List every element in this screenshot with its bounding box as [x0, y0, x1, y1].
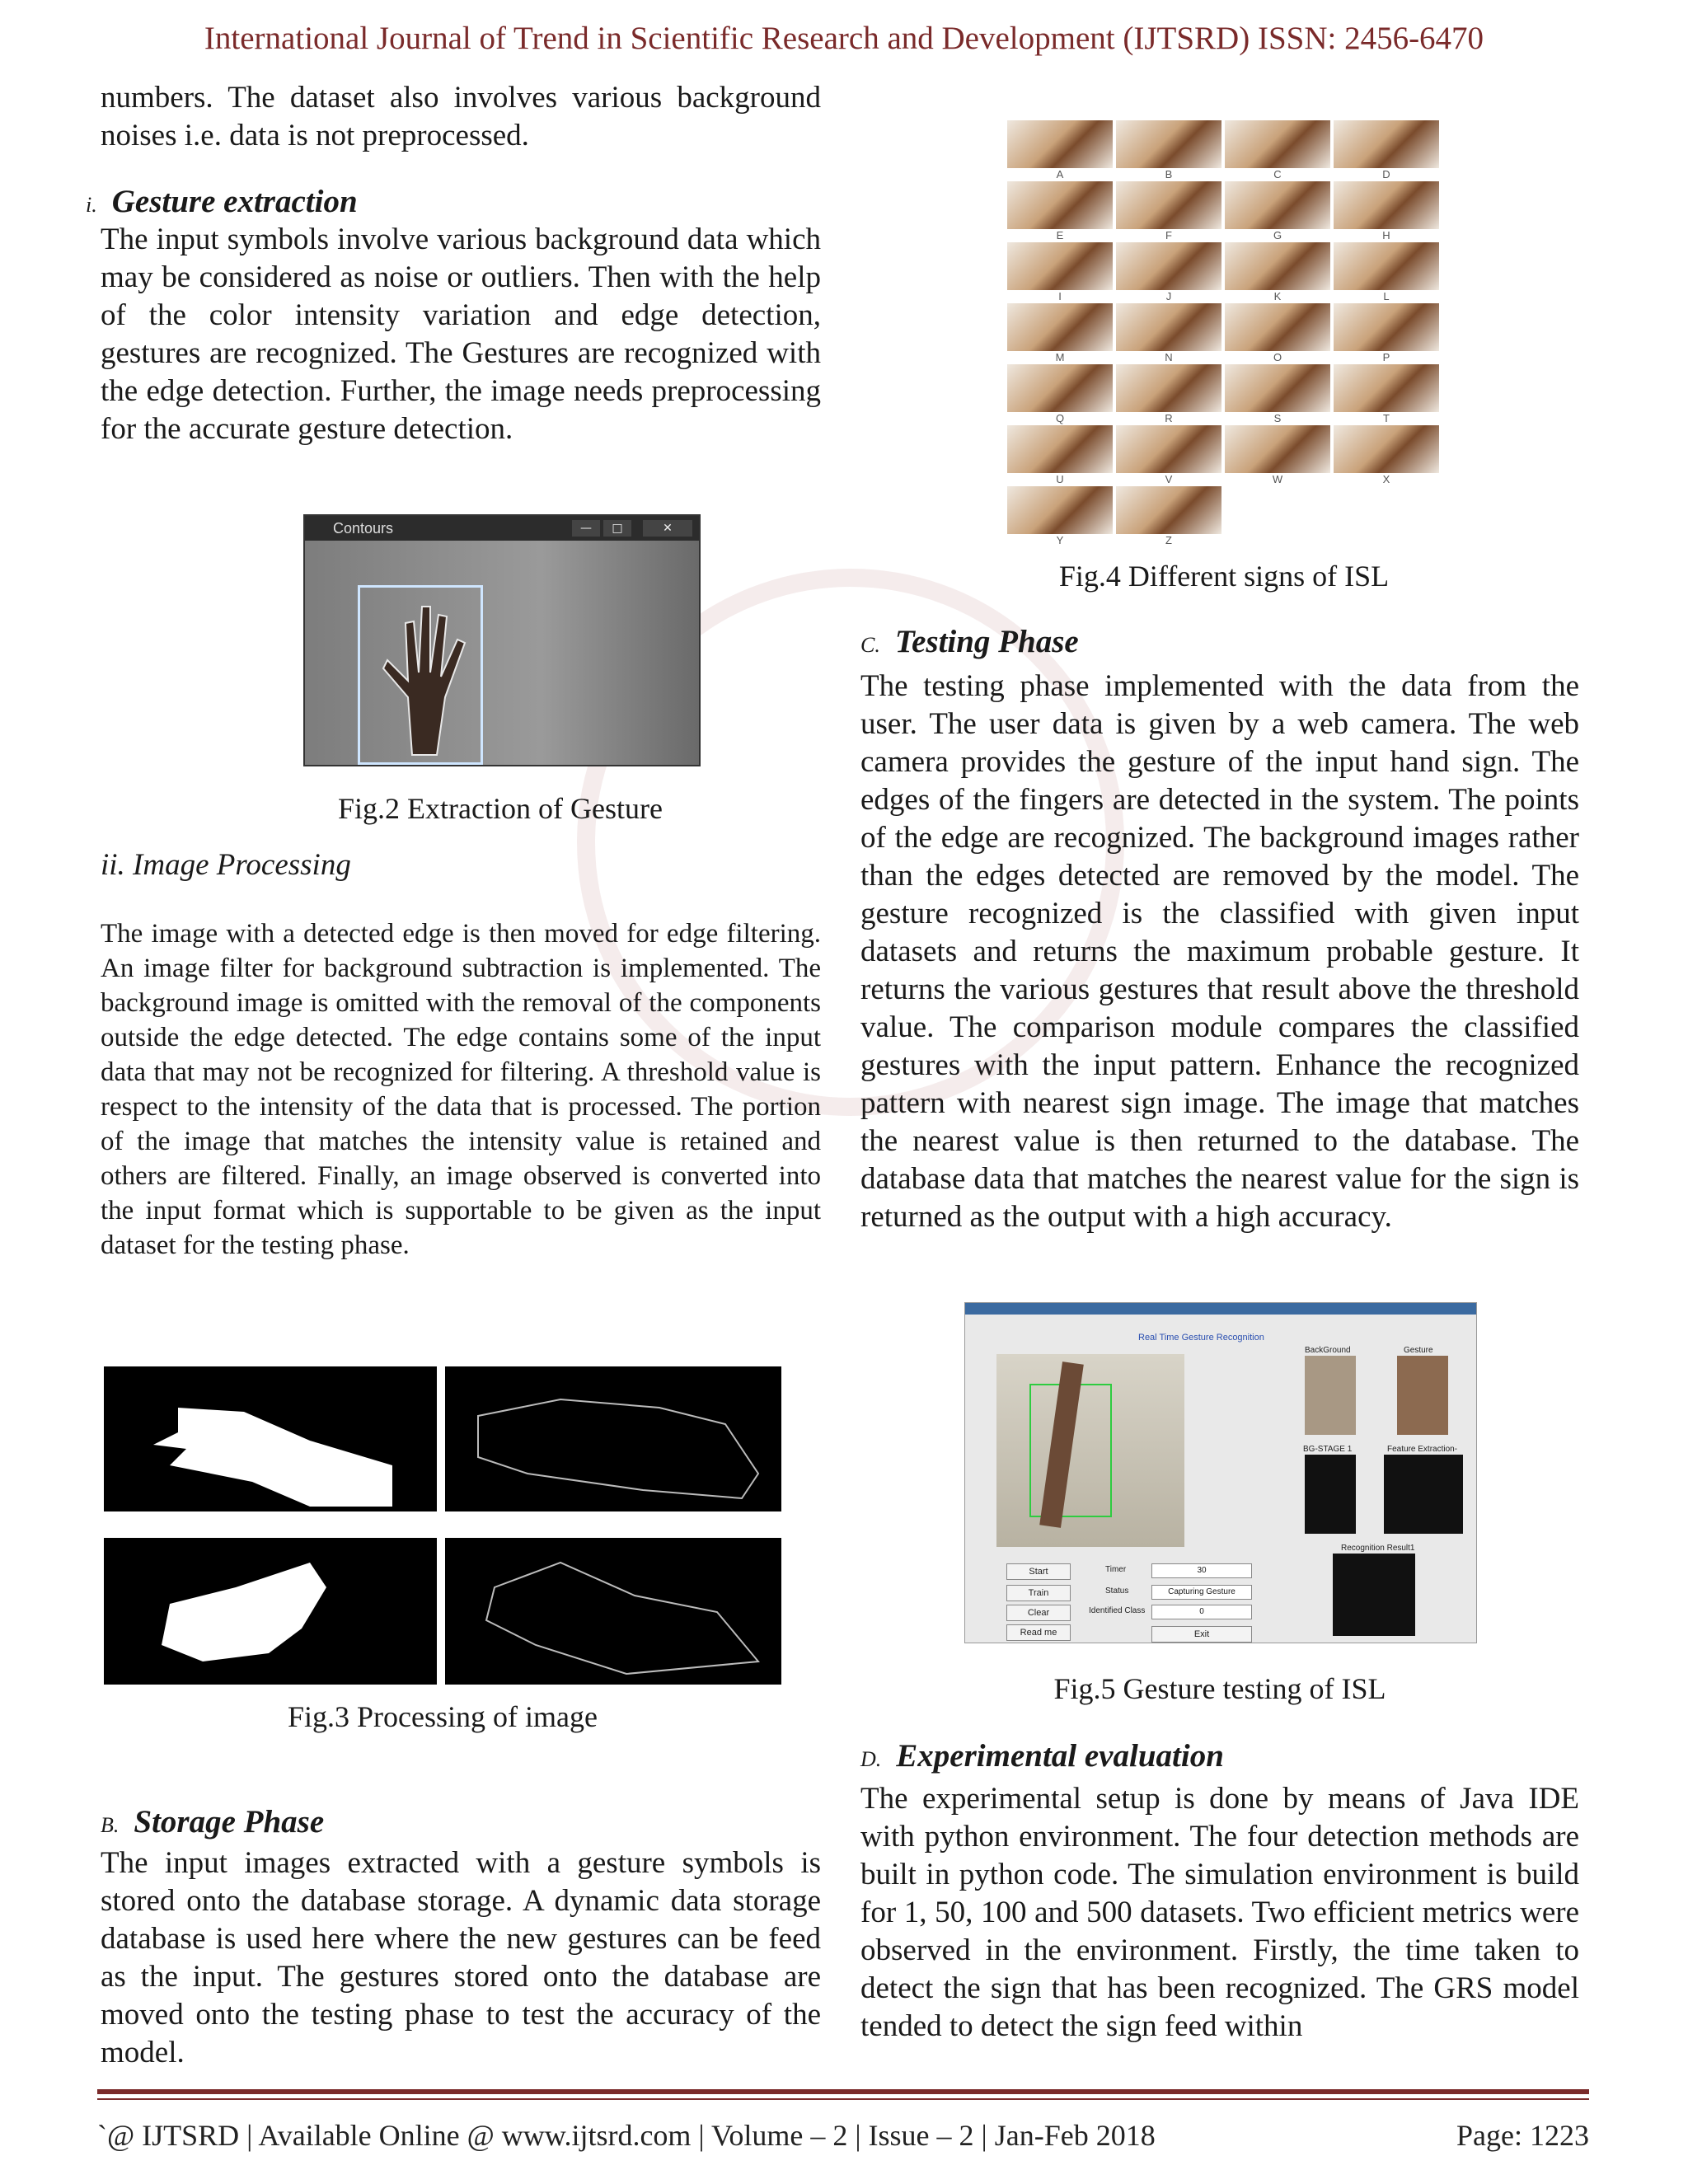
gesture-extraction-body: The input symbols involve various background data which may be considered as noise or outliers. Then with the help of the color intensity variation and edge detection, gestures are recognized. The Gestures are recognized with the edge detection. Further, the image needs preprocessing for the accurate gesture detection. — [101, 223, 821, 446]
isl-sign-label: J — [1165, 290, 1172, 302]
isl-sign-j — [1116, 242, 1221, 290]
isl-sign-label: D — [1382, 168, 1390, 180]
isl-sign-label: W — [1272, 473, 1283, 485]
class-label: Identified Class — [1089, 1606, 1146, 1615]
testing-phase-body: The testing phase implemented with the data from the user. The user data is given by a web camera. The web camera provides the gesture of the input hand sign. The edges of the fingers are detected in the system. The points of the edge are recognized. The background images rather than the edges detected are removed by the model. The gesture recognized is the classified with given input datasets and returns the maximum probable gesture. It returns the various gestures that result above the threshold value. The comparison module compares the classified gestures with the input pattern. Enhance the recognized pattern with nearest sign image. The image that matches the nearest value is then returned to the database. The database data that matches the nearest value for the sign is returned as the output with a high accuracy. — [860, 669, 1579, 1234]
isl-sign-label: S — [1273, 412, 1282, 424]
isl-sign-label: B — [1165, 168, 1173, 180]
panel-label: Feature Extraction- — [1387, 1445, 1458, 1454]
feature-stage2-panel — [1384, 1455, 1463, 1534]
window-titlebar — [305, 516, 699, 541]
intro-paragraph: numbers. The dataset also involves various background noises i.e. data is not preprocessed. — [101, 81, 821, 152]
isl-sign-label: G — [1273, 229, 1282, 241]
isl-sign-label: Y — [1056, 534, 1064, 546]
fig2-caption: Fig.2 Extraction of Gesture — [338, 792, 663, 825]
isl-sign-label: K — [1273, 290, 1282, 302]
fig3-processing-grid — [104, 1366, 781, 1685]
isl-sign-r — [1116, 364, 1221, 412]
section-number: C. — [860, 633, 880, 657]
storage-phase-body: The input images extracted with a gesture symbols is stored onto the database storage. A dynamic data storage database is used here where the new gestures can be feed as the input. The gestures stored onto the database are moved onto the testing phase to test the accuracy of the model. — [101, 1846, 821, 2069]
isl-sign-label: C — [1273, 168, 1282, 180]
timer-label: Timer — [1105, 1565, 1127, 1574]
fig5-caption: Fig.5 Gesture testing of ISL — [1053, 1672, 1386, 1705]
isl-sign-label: I — [1058, 290, 1062, 302]
isl-sign-s — [1225, 364, 1330, 412]
panel-label: Gesture — [1404, 1346, 1433, 1355]
section-title: Storage Phase — [134, 1804, 325, 1840]
camera-preview — [996, 1354, 1184, 1547]
binary-hand-1 — [104, 1366, 437, 1511]
isl-sign-g — [1225, 181, 1330, 229]
isl-sign-label: P — [1382, 351, 1390, 363]
isl-sign-y — [1007, 486, 1113, 534]
section-i-heading — [86, 183, 358, 220]
isl-sign-v — [1116, 425, 1221, 473]
journal-header: International Journal of Trend in Scientific Research and Development (IJTSRD) ISSN: 2456-6470 — [204, 21, 1484, 56]
panel-label: BackGround — [1305, 1346, 1351, 1355]
experimental-evaluation-body: The experimental setup is done by means of Java IDE with python environment. The four detection methods are built in python code. The simulation environment is build for 1, 50, 100 and 500 datasets. Two efficient metrics were observed in the environment. Firstly, the time taken to detect the sign that has been recognized. The GRS model tended to detect the sign feed within — [860, 1782, 1579, 2043]
fig5-gesture-gui — [964, 1302, 1477, 1643]
isl-sign-i — [1007, 242, 1113, 290]
section-number: D. — [860, 1747, 882, 1771]
isl-sign-label: U — [1056, 473, 1064, 485]
isl-sign-t — [1334, 364, 1439, 412]
isl-sign-label: A — [1056, 168, 1064, 180]
window-title: Contours — [333, 520, 394, 537]
class-field[interactable]: 0 — [1151, 1605, 1252, 1619]
section-b-heading — [101, 1803, 324, 1840]
hand-contour-icon — [363, 590, 478, 759]
isl-sign-m — [1007, 303, 1113, 351]
clear-button[interactable]: Clear — [1006, 1605, 1071, 1621]
read-me-button[interactable]: Read me — [1006, 1624, 1071, 1641]
background-panel — [1305, 1356, 1356, 1435]
maximize-icon: □ — [603, 520, 631, 537]
isl-sign-label: V — [1165, 473, 1173, 485]
section-number: i. — [86, 193, 97, 217]
fig4-caption: Fig.4 Different signs of ISL — [1058, 560, 1390, 593]
isl-sign-label: R — [1165, 412, 1173, 424]
isl-sign-label: X — [1382, 473, 1390, 485]
isl-sign-z — [1116, 486, 1221, 534]
section-title: Testing Phase — [894, 624, 1079, 659]
fig3-caption: Fig.3 Processing of image — [288, 1700, 598, 1733]
isl-sign-w — [1225, 425, 1330, 473]
timer-field[interactable]: 30 — [1151, 1563, 1252, 1578]
edge-hand-1 — [445, 1366, 781, 1511]
footer-rule-thin — [97, 2098, 1589, 2100]
isl-sign-label: E — [1056, 229, 1064, 241]
isl-sign-label: F — [1165, 229, 1172, 241]
panel-label: BG-STAGE 1 — [1303, 1445, 1353, 1454]
isl-sign-k — [1225, 242, 1330, 290]
isl-sign-e — [1007, 181, 1113, 229]
isl-sign-label: O — [1273, 351, 1282, 363]
isl-sign-a — [1007, 120, 1113, 168]
isl-sign-h — [1334, 181, 1439, 229]
section-d-heading — [860, 1737, 1224, 1774]
isl-sign-label: Z — [1165, 534, 1172, 546]
gesture-panel — [1397, 1356, 1448, 1435]
isl-sign-x — [1334, 425, 1439, 473]
footer-text: `@ IJTSRD | Available Online @ www.ijtsrd.com | Volume – 2 | Issue – 2 | Jan-Feb 2018 — [97, 2119, 1156, 2152]
gui-titlebar — [965, 1303, 1476, 1315]
fig4-isl-signs-grid — [1007, 120, 1441, 546]
isl-sign-label: M — [1055, 351, 1065, 363]
binary-hand-2 — [104, 1538, 437, 1685]
gui-title: Real Time Gesture Recognition — [1138, 1333, 1264, 1343]
isl-sign-b — [1116, 120, 1221, 168]
recognition-result-panel — [1333, 1554, 1415, 1636]
bg-stage1-panel — [1305, 1455, 1356, 1534]
isl-sign-f — [1116, 181, 1221, 229]
train-button[interactable]: Train — [1006, 1585, 1071, 1601]
isl-sign-d — [1334, 120, 1439, 168]
page-number: Page: 1223 — [1456, 2119, 1589, 2152]
isl-sign-label: T — [1383, 412, 1390, 424]
isl-sign-q — [1007, 364, 1113, 412]
section-c-heading — [860, 623, 1079, 660]
status-field[interactable]: Capturing Gesture — [1151, 1585, 1252, 1600]
isl-sign-o — [1225, 303, 1330, 351]
image-processing-body: The image with a detected edge is then moved for edge filtering. An image filter for background subtraction is implemented. The background image is omitted with the removal of the components outside the edge detected. The edge contains some of the input data that may not be recognized for filtering. A threshold value is respect to the intensity of the data that is processed. The portion of the image that matches the intensity value is retained and others are filtered. Finally, an image observed is converted into the input format which is supportable to be given as the input dataset for the testing phase. — [101, 919, 821, 1260]
panel-label: Recognition Result1 — [1341, 1544, 1415, 1553]
image-processing-heading: ii. Image Processing — [101, 848, 351, 882]
isl-sign-p — [1334, 303, 1439, 351]
fig2-contours-window — [303, 514, 701, 766]
isl-sign-c — [1225, 120, 1330, 168]
isl-sign-label: Q — [1055, 412, 1065, 424]
minimize-icon: — — [572, 520, 600, 537]
status-label: Status — [1105, 1586, 1129, 1596]
section-title: Gesture extraction — [111, 184, 358, 219]
start-button[interactable]: Start — [1006, 1563, 1071, 1580]
isl-sign-n — [1116, 303, 1221, 351]
isl-sign-label: N — [1165, 351, 1173, 363]
exit-button[interactable]: Exit — [1151, 1626, 1252, 1643]
section-number: B. — [101, 1813, 120, 1837]
footer-rule — [97, 2089, 1589, 2094]
isl-sign-label: L — [1383, 290, 1390, 302]
section-title: Experimental evaluation — [896, 1738, 1224, 1774]
page-footer — [97, 2118, 1589, 2153]
close-icon: ✕ — [643, 520, 692, 537]
isl-sign-l — [1334, 242, 1439, 290]
isl-sign-u — [1007, 425, 1113, 473]
edge-hand-2 — [445, 1538, 781, 1685]
isl-sign-label: H — [1382, 229, 1390, 241]
